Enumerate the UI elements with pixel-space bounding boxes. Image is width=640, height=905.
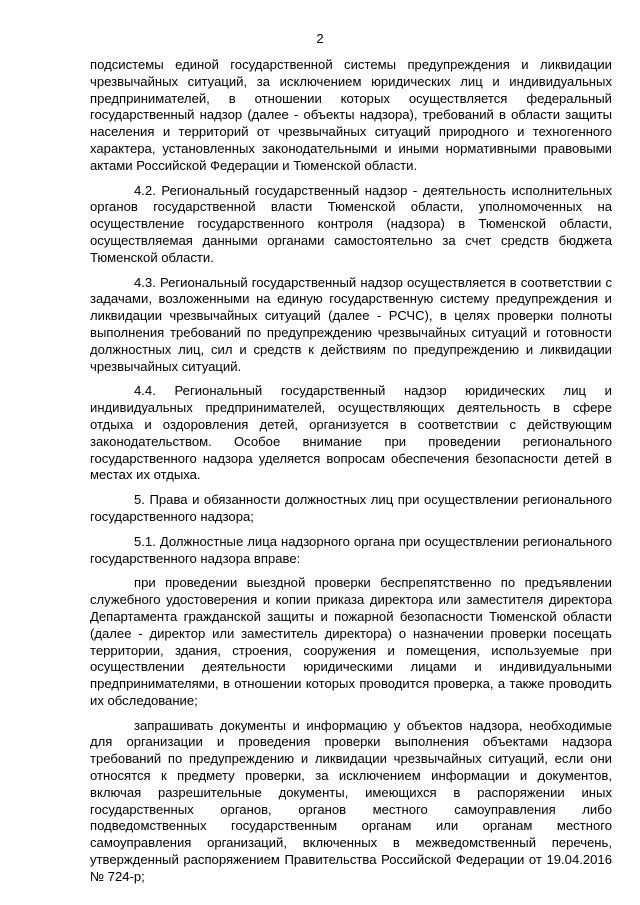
paragraph-4-3: 4.3. Региональный государственный надзор осуществляется в соответствии с задачами, возложенными на единую государственную систему предупреждения и ликвидации чрезвычайных ситуаций (далее - РСЧС), в целях проверки полноты выполнения требований по предупреждению чрезвычайных ситуаций и готовности должностных лиц, сил и средств к действиям по предупреждению и ликвидации чрезвычайных ситуаций.	[90, 274, 612, 374]
body-text	[90, 57, 612, 894]
list-item-onsite-inspection: при проведении выездной проверки беспрепятственно по предъявлении служебного удостоверения и копии приказа директора или заместителя директора Департамента гражданской защиты и пожарной безопасности Тюменской области (далее - директор или заместитель директора) о назначении проверки посещать территории, здания, строения, сооружения и помещения, используемые при осуществлении деятельности юридическими лицами и индивидуальными предпринимателями, в отношении которых проводится проверка, а также проводить их обследование;	[90, 575, 612, 708]
section-5-heading: 5. Права и обязанности должностных лиц при осуществлении регионального государственного надзора;	[90, 492, 612, 524]
paragraph-4-4: 4.4. Региональный государственный надзор юридических лиц и индивидуальных предпринимателей, осуществляющих деятельность в сфере отдыха и оздоровления детей, организуется в соответствии с действующим законодательством. Особое внимание при проведении регионального государственного надзора уделяется вопросам обеспечения безопасности детей в местах их отдыха.	[90, 383, 612, 483]
paragraph-continuation: подсистемы единой государственной системы предупреждения и ликвидации чрезвычайных ситуаций, за исключением юридических лиц и индивидуальных предпринимателей, в отношении которых осуществляется федеральный государственный надзор (далее - объекты надзора), требований в области защиты населения и территорий от чрезвычайных ситуаций природного и техногенного характера, установленных законодательными и иными нормативными правовыми актами Российской Федерации и Тюменской области.	[90, 57, 612, 173]
paragraph-5-1: 5.1. Должностные лица надзорного органа при осуществлении регионального государственного надзора вправе:	[90, 533, 612, 566]
page-number: 2	[316, 31, 324, 46]
paragraph-4-2: 4.2. Региональный государственный надзор - деятельность исполнительных органов государственной власти Тюменской области, уполномоченных на осуществление государственного контроля (надзора) в Тюменской области, осуществляемая данными органами самостоятельно за счет средств бюджета Тюменской области.	[90, 182, 612, 265]
list-item-request-documents: запрашивать документы и информацию у объектов надзора, необходимые для организации и проведения проверки выполнения объектами надзора требований по предупреждению и ликвидации чрезвычайных ситуаций, если они относятся к предмету проверки, за исключением информации и документов, включая разрешительные документы, имеющихся в распоряжении иных государственных органов, органов местного самоуправления либо подведомственных государственным органам или органам местного самоуправления организаций, включенных в межведомственный перечень, утвержденный распоряжением Правительства Российской Федерации от 19.04.2016 № 724-р;	[90, 717, 612, 884]
